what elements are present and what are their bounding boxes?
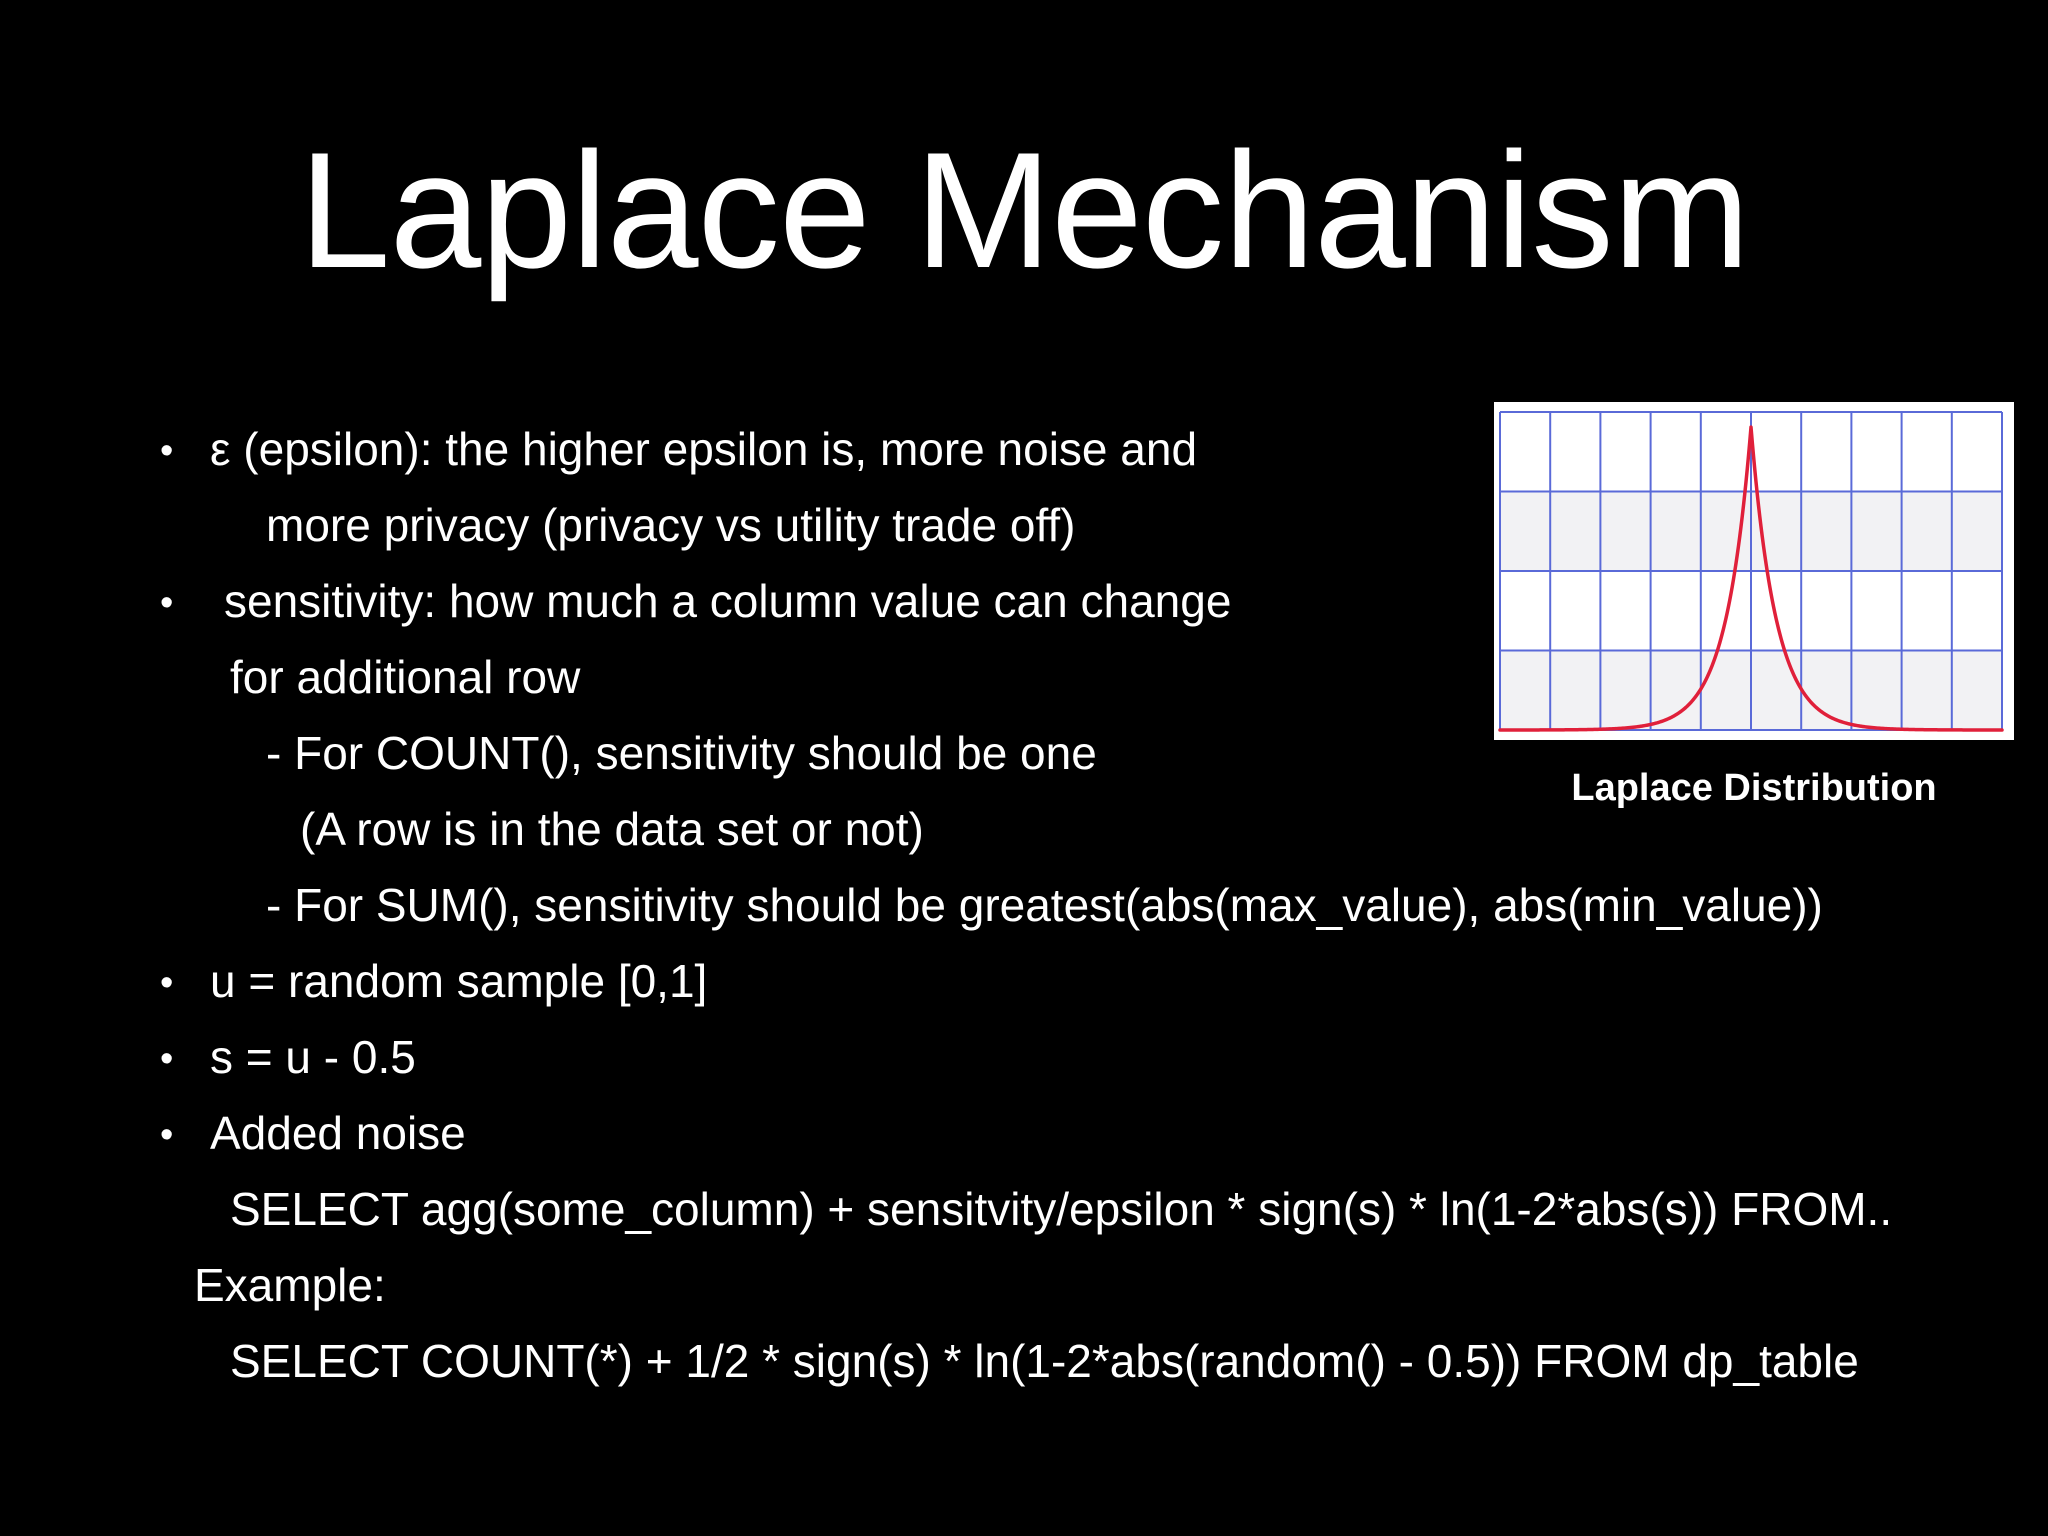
example-label: Example: [194,1259,386,1311]
count-sensitivity-line: - For COUNT(), sensitivity should be one [266,727,1097,779]
count-sensitivity-note: (A row is in the data set or not) [300,803,924,855]
laplace-chart [1494,402,2014,740]
epsilon-line: ε (epsilon): the higher epsilon is, more noise and [210,423,1198,475]
bullet-dot: • [160,582,174,624]
added-noise-line: Added noise [210,1107,466,1159]
example-query-line: SELECT COUNT(*) + 1/2 * sign(s) * ln(1-2*abs(random() - 0.5)) FROM dp_table [230,1335,1859,1387]
bullet-dot: • [160,962,174,1004]
sensitivity-line: sensitivity: how much a column value can change [224,575,1232,627]
chart-caption: Laplace Distribution [1571,767,1937,809]
bullet-dot: • [160,430,174,472]
s-line: s = u - 0.5 [210,1031,416,1083]
sensitivity-line-cont: for additional row [230,651,581,703]
u-sample-line: u = random sample [0,1] [210,955,708,1007]
slide-title: Laplace Mechanism [298,118,1750,302]
epsilon-line-cont: more privacy (privacy vs utility trade off) [266,499,1076,551]
laplace-chart-svg [1494,402,2014,740]
noise-query-line: SELECT agg(some_column) + sensitvity/epsilon * sign(s) * ln(1-2*abs(s)) FROM.. [230,1183,1893,1235]
bullet-dot: • [160,1114,174,1156]
sum-sensitivity-line: - For SUM(), sensitivity should be greatest(abs(max_value), abs(min_value)) [266,879,1823,931]
bullet-dot: • [160,1038,174,1080]
